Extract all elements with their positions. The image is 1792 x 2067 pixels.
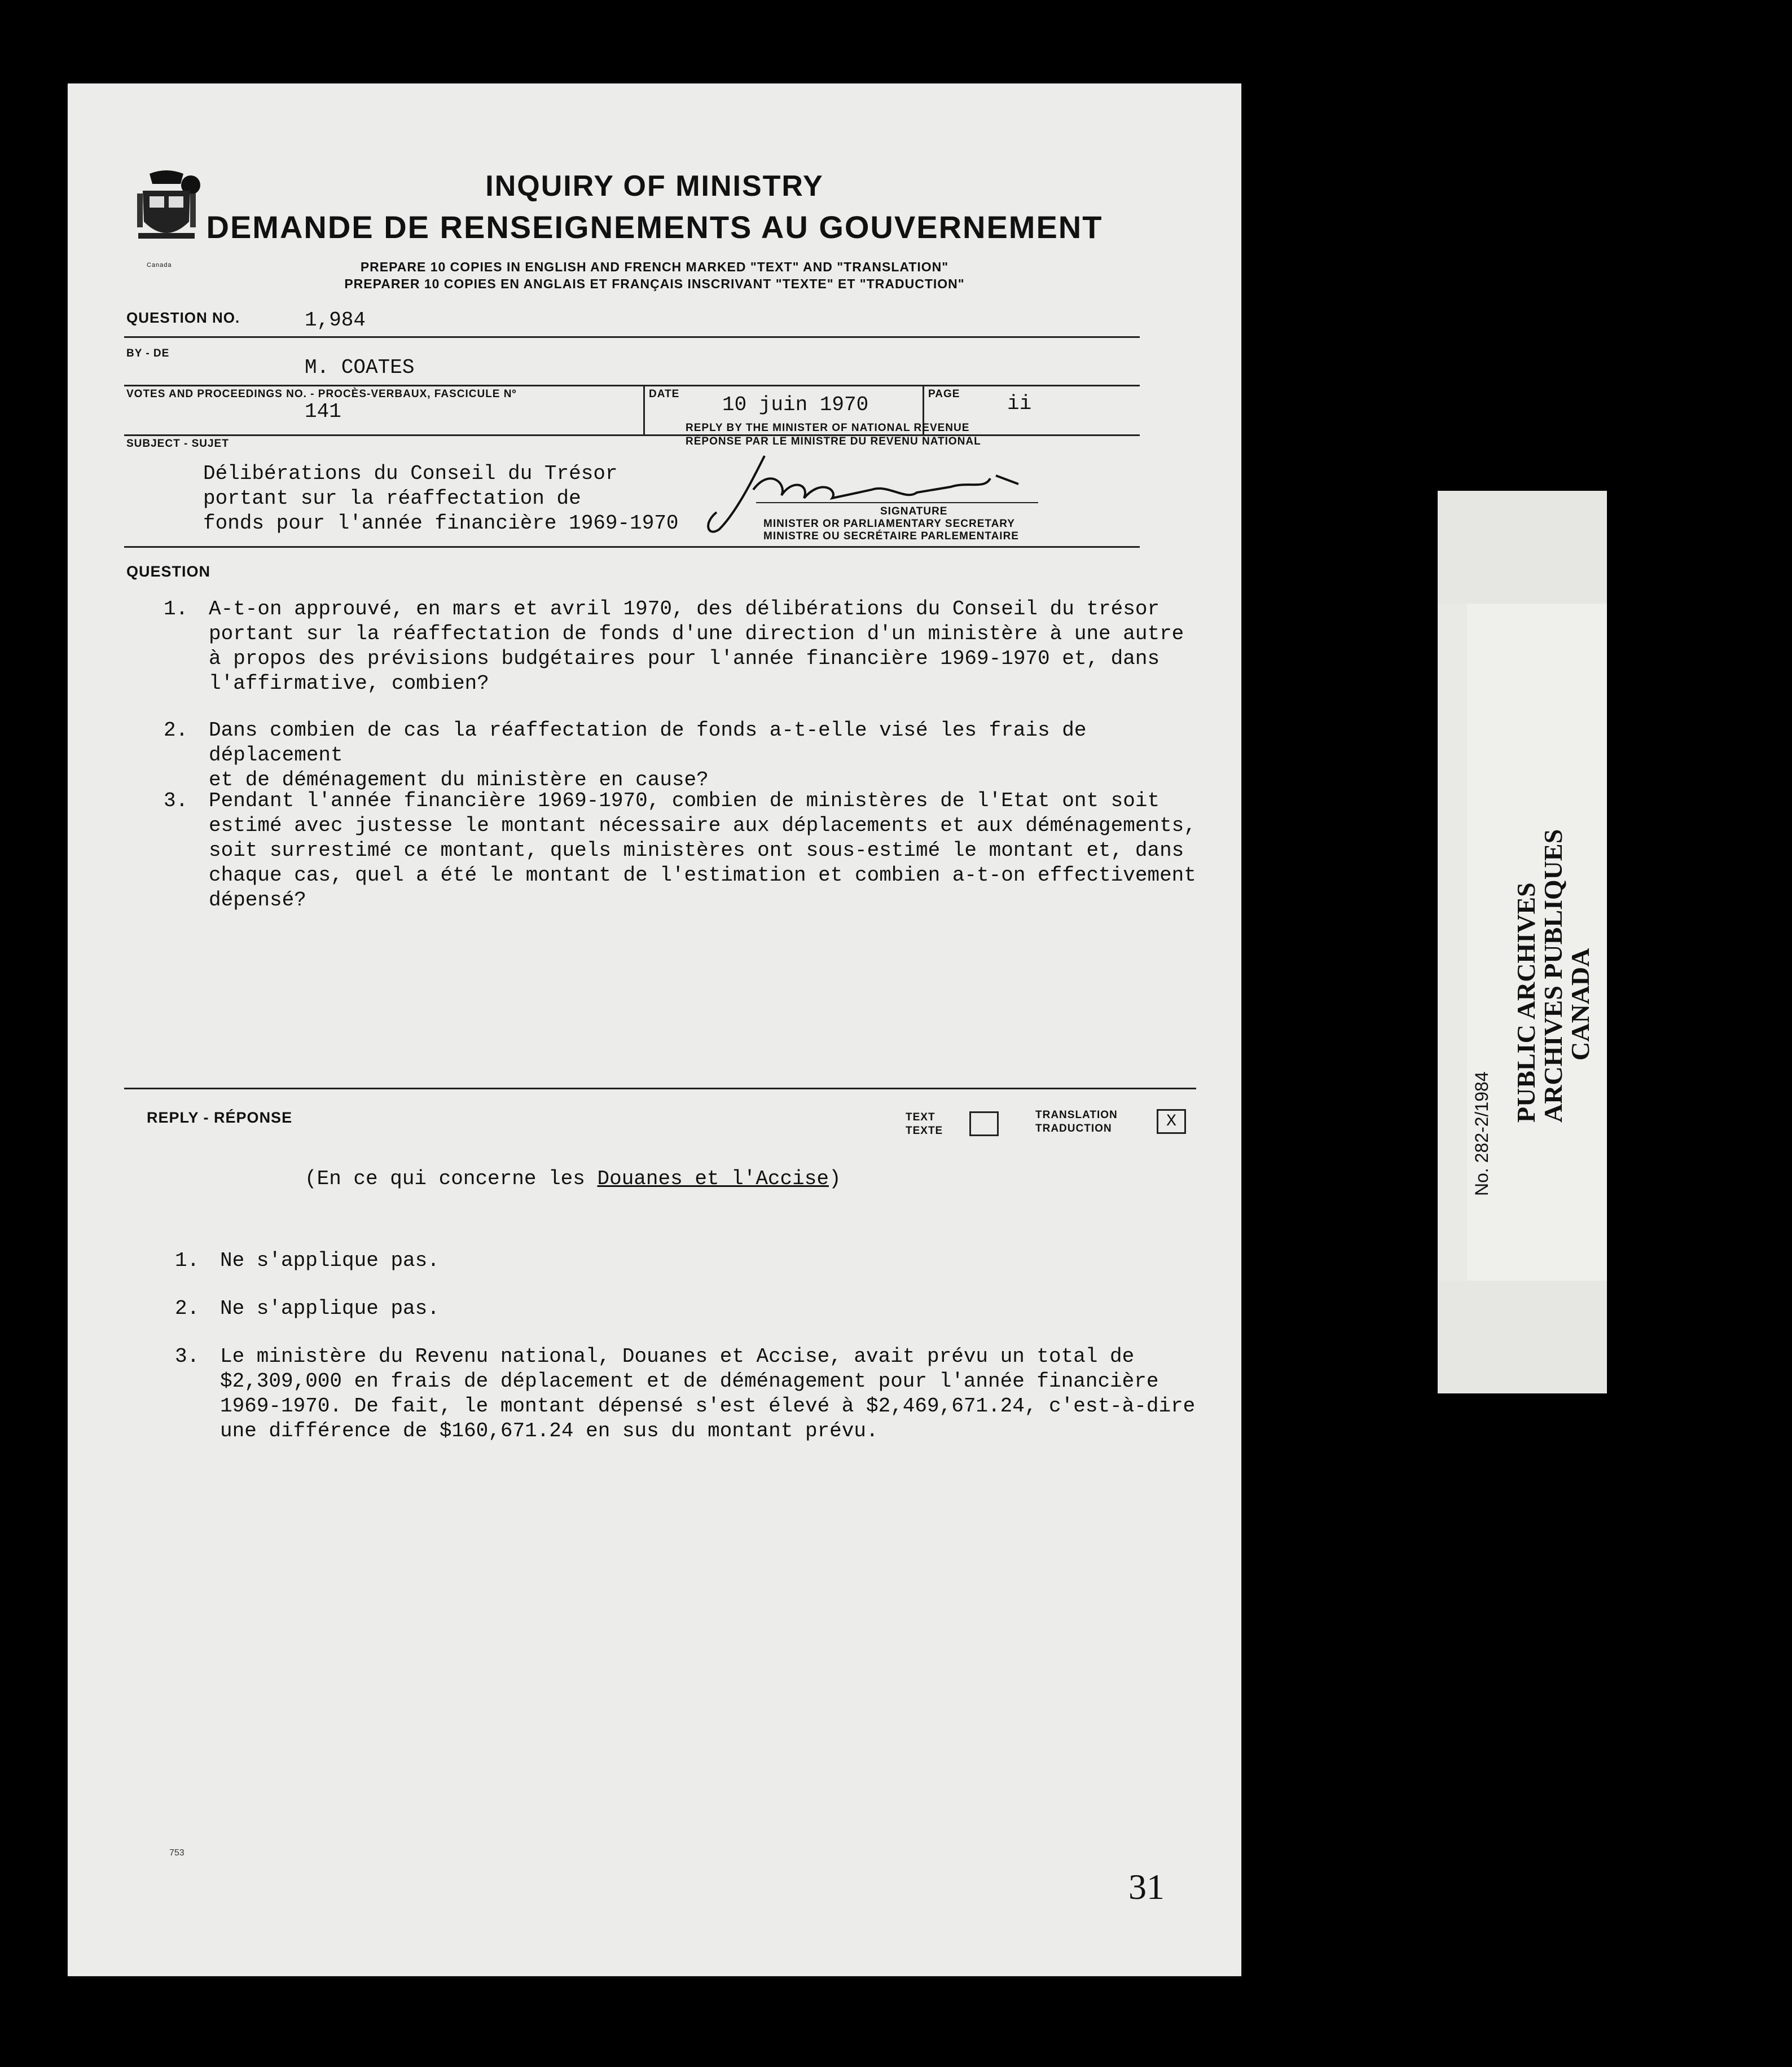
reply-concern-line [305,1167,841,1191]
coat-caption: Canada [147,262,172,269]
reply-item-number: 2. [175,1297,200,1320]
subject-line-3: fonds pour l'année financière 1969-1970 [203,512,679,535]
archive-stamp [1438,491,1607,1393]
rule-reply [124,1088,1196,1089]
form-title-french: DEMANDE DE RENSEIGNEMENTS AU GOUVERNEMENT [206,209,1103,245]
question-no-value: 1,984 [305,309,366,332]
rule-question-no [124,336,1140,338]
reply-item-number: 1. [175,1249,200,1272]
question-item-number: 2. [164,719,188,742]
page-number: 31 [1128,1867,1165,1907]
translation-label-french: TRADUCTION [1035,1123,1112,1134]
reply-by-english: REPLY BY THE MINISTER OF NATIONAL REVENUE [686,422,970,434]
translation-checkbox[interactable]: X [1157,1109,1186,1134]
reply-section-label: REPLY - RÉPONSE [147,1109,293,1126]
subject-line-2: portant sur la réaffectation de [203,487,581,510]
instruction-english: PREPARE 10 COPIES IN ENGLISH AND FRENCH MARKED "TEXT" AND "TRANSLATION" [360,260,949,274]
signature-label: SIGNATURE [880,505,948,517]
concern-suffix: ) [828,1167,841,1190]
signature-sub-english: MINISTER OR PARLIAMENTARY SECRETARY [763,518,1015,530]
date-value: 10 juin 1970 [722,393,869,416]
reply-by-french: RÉPONSE PAR LE MINISTRE DU REVENU NATIONAL [686,436,981,447]
archive-reference: No. 282-2/1984 [1472,1071,1492,1196]
question-item-text: Dans combien de cas la réaffectation de fonds a-t-elle visé les frais de déplacement et de déménagement du ministère en cause? [209,719,1087,791]
page-value: ii [1007,392,1032,415]
concern-underlined: Douanes et l'Accise [597,1167,829,1190]
question-section-label: QUESTION [126,563,211,580]
text-label-english: TEXT [906,1111,935,1123]
date-label: DATE [649,388,680,400]
archive-line-2: ARCHIVES PUBLIQUES [1539,829,1567,1123]
question-item-text: A-t-on approuvé, en mars et avril 1970, des délibérations du Conseil du trésor portant sur la réaffectation de fonds d'une direction d'un ministère à une autre à propos des prévisions budgétaires pour l'année financière 1969-1970 et, dans l'affirmative, combien? [209,597,1184,695]
votes-proceedings-value: 141 [305,400,341,423]
question-item-number: 1. [164,597,188,621]
instruction-french: PREPARER 10 COPIES EN ANGLAIS ET FRANÇAIS INSCRIVANT "TEXTE" ET "TRADUCTION" [344,276,965,291]
text-checkbox[interactable] [969,1111,999,1136]
form-title-english: INQUIRY OF MINISTRY [485,170,824,203]
by-value: M. COATES [305,356,415,379]
archive-line-1: PUBLIC ARCHIVES [1512,882,1540,1123]
signature-line [756,502,1038,503]
text-label-french: TEXTE [906,1125,943,1137]
rule-subject [124,546,1140,548]
form-code: 753 [169,1848,185,1858]
reply-item-text: Ne s'applique pas. [220,1297,440,1320]
divider-date [643,385,645,436]
page-label: PAGE [928,388,960,400]
signature-sub-french: MINISTRE OU SECRÉTAIRE PARLEMENTAIRE [763,530,1019,542]
question-item-number: 3. [164,789,188,812]
question-item-text: Pendant l'année financière 1969-1970, combien de ministères de l'Etat ont soit estimé avec justesse le montant nécessaire aux déplacements et aux déménagements, soit surrestimé ce montant, quels ministères ont sous-estimé le montant et, dans chaque cas, quel a été le montant de l'estimation et combien a-t-on effectivement dépensé? [209,789,1196,912]
inquiry-form-sheet [68,83,1241,1976]
question-no-label: QUESTION NO. [126,309,240,326]
by-label: BY - DE [126,348,170,359]
subject-line-1: Délibérations du Conseil du Trésor [203,462,618,485]
reply-item-text: Le ministère du Revenu national, Douanes et Accise, avait prévu un total de $2,309,000 en frais de déplacement et de déménagement pour l'année financière 1969-1970. De fait, le montant dépensé s'est élevé à $2,469,671.24, c'est-à-dire une différence de $160,671.24 en sus du montant prévu. [220,1345,1196,1442]
reply-item-text: Ne s'applique pas. [220,1249,440,1272]
stamp-text-rotated [1438,491,1607,1393]
votes-proceedings-label: VOTES AND PROCEEDINGS NO. - PROCÈS-VERBAUX, FASCICULE Nº [126,388,517,400]
rule-by [124,385,1140,386]
archive-line-3: CANADA [1566,948,1595,1061]
translation-label-english: TRANSLATION [1035,1109,1118,1121]
rule-votes [124,434,1140,436]
subject-label: SUBJECT - SUJET [126,438,229,450]
concern-prefix: (En ce qui concerne les [305,1167,598,1190]
reply-item-number: 3. [175,1345,200,1368]
